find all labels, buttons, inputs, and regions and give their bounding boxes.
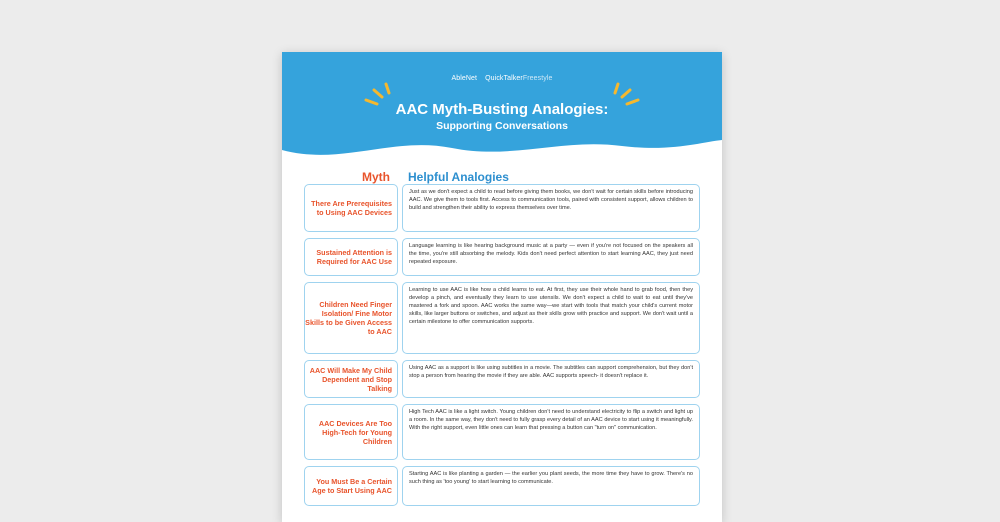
- banner-wave: [282, 136, 722, 164]
- table-row: [304, 282, 700, 354]
- analogy-cell: Learning to use AAC is like how a child learns to eat. At first, they use their whole hand to grab food, then they develop a pinch, and eventually they learn to use utensils. We don't expect a child to wait to eat until they've mastered a fork and spoon. AAC works the same way—we start with tools that match your child's current motor skills, like larger buttons or switches, and adjust as their skills grow with practice and support. We don't wait until a certain milestone to offer communication supports.: [402, 282, 700, 354]
- header-banner: [282, 52, 722, 162]
- analogy-cell: Using AAC as a support is like using subtitles in a movie. The subtitles can support comprehension, but they don't stop a person from hearing the movie if they are able. AAC supports speech- it doesn't replace it.: [402, 360, 700, 398]
- myth-cell: Children Need Finger Isolation/ Fine Motor Skills to be Given Access to AAC: [304, 282, 398, 354]
- table-row: [304, 238, 700, 276]
- analogy-cell: Language learning is like hearing background music at a party — even if you're not focused on the speakers all the time, you're still absorbing the melody. Kids don't need perfect attention to start learning AAC, they just need repeated exposure.: [402, 238, 700, 276]
- table-row: [304, 466, 700, 506]
- logo-bar: [282, 75, 722, 82]
- quicktalker-logo: QuickTalkerFreestyle: [485, 75, 553, 82]
- ablenet-logo: AbleNet: [451, 75, 478, 82]
- table-row: [304, 404, 700, 460]
- table-row: [304, 184, 700, 232]
- handout-page: [282, 52, 722, 522]
- page-title: AAC Myth-Busting Analogies:: [395, 101, 609, 118]
- page-subtitle: Supporting Conversations: [436, 120, 568, 132]
- myth-cell: Sustained Attention is Required for AAC Use: [304, 238, 398, 276]
- analogy-cell: High Tech AAC is like a light switch. Young children don't need to understand electricity to flip a switch and light up a room. In the same way, they don't need to fully grasp every detail of an AAC device to start using it meaningfully. With the right support, even little ones can learn that pressing a button can "turn on" communication.: [402, 404, 700, 460]
- table-row: [304, 360, 700, 398]
- myth-cell: AAC Will Make My Child Dependent and Stop Talking: [304, 360, 398, 398]
- myth-cell: You Must Be a Certain Age to Start Using AAC: [304, 466, 398, 506]
- analogy-cell: Starting AAC is like planting a garden — the earlier you plant seeds, the more time they have to grow. There's no such thing as 'too young' to start learning to communicate.: [402, 466, 700, 506]
- analogy-cell: Just as we don't expect a child to read before giving them books, we don't wait for certain skills before introducing AAC. We give them to tools first. Access to communication tools, paired with consistent support, allows children to build and strengthen their ability to express themselves over time.: [402, 184, 700, 232]
- myth-cell: AAC Devices Are Too High-Tech for Young Children: [304, 404, 398, 460]
- myth-cell: There Are Prerequisites to Using AAC Devices: [304, 184, 398, 232]
- myth-column-heading: Myth: [362, 170, 390, 184]
- analogies-column-heading: Helpful Analogies: [408, 170, 509, 184]
